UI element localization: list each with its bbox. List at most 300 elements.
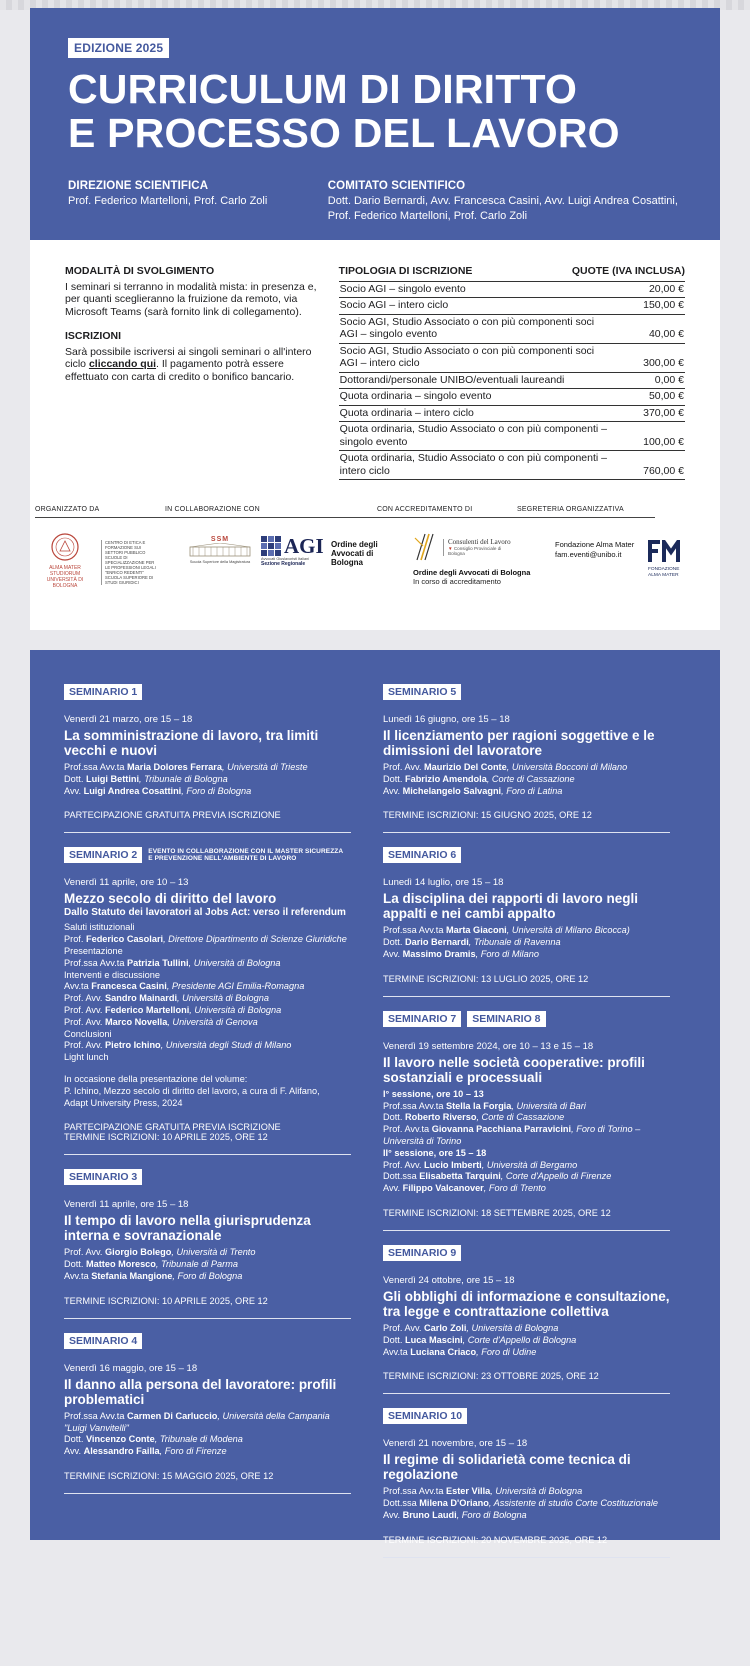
fee-row-desc: Socio AGI – intero ciclo [339,299,449,311]
seminar-head [64,684,351,700]
speaker-line [383,762,670,774]
seminar-footer [64,1296,351,1319]
speaker-line [64,922,351,934]
program-panel [30,650,720,1545]
speaker-name: Francesca Casini [91,981,167,992]
fee-row [339,343,685,372]
speaker-role: Prof. Avv. [383,1159,425,1170]
speaker-role: Prof.ssa Avv.ta [64,957,127,968]
direzione-block [68,179,328,224]
seminar-title: Il lavoro nelle società cooperative: profili sostanziali e processuali [383,1054,645,1085]
fam-email[interactable]: fam.eventi@unibo.it [555,550,622,559]
seminar-footer [383,1208,670,1231]
speaker-affiliation: "Luigi Vanvitelli" [64,1422,129,1433]
speaker-line [383,1510,670,1522]
speaker-affiliation: , Corte d'Appello di Firenze [500,1171,612,1182]
agi-logo [261,536,327,568]
seminar-title: Il licenziamento per ragioni soggettive e le dimissioni del lavoratore [383,728,655,758]
seminar-badge: SEMINARIO 10 [383,1408,467,1424]
centro-logo: CENTRO DI ETICA E FORMAZIONE SUI SETTORI PUBBLICO SCUOLE DI SPECIALIZZAZIONE PER LE PROFESSIONI LEGALI "ENRICO REDENTI" SCUOLA SUPERIORE DI STUDI GIURIDICI [101,540,157,585]
seminar-badge: SEMINARIO 7 [383,1011,461,1027]
seminar-footer-line: TERMINE ISCRIZIONI: 20 NOVEMBRE 2025, ORE 12 [383,1534,608,1545]
speaker-name: Stefania Mangione [91,1270,173,1281]
speaker-role: Dott.ssa [383,1498,420,1509]
seminar-datetime: Venerdì 11 aprile, ore 10 – 13 [64,877,189,889]
seminar-badge: SEMINARIO 9 [383,1245,461,1261]
speaker-name: Massimo Dramis [402,948,476,959]
speaker-name: Matteo Moresco [85,1259,156,1270]
book-note-line: In occasione della presentazione del volume: [64,1073,248,1084]
fam-name: Fondazione Alma Mater [555,540,635,549]
speaker-name: Alessandro Failla [83,1446,160,1457]
seminar-speakers [383,762,670,797]
speaker-name: Lucio Imberti [424,1159,482,1170]
page-title [68,67,682,155]
seminar-datetime: Venerdì 11 aprile, ore 15 – 18 [64,1199,189,1211]
speaker-affiliation: , Tribunale di Modena [154,1434,243,1445]
speaker-name: Michelangelo Salvagni [402,785,502,796]
speaker-line [64,1446,351,1458]
segreteria-block [555,540,655,560]
seminar-note: EVENTO IN COLLABORAZIONE CON IL MASTER SICUREZZA E PREVENZIONE NELL'AMBIENTE DI LAVORO [148,847,343,863]
speaker-name: I° sessione, ore 10 – 13 [383,1088,484,1099]
ssm-logo [185,536,255,564]
speaker-line [64,1029,351,1041]
speaker-affiliation: Università di Torino [383,1135,462,1146]
seminar-badge: SEMINARIO 1 [64,684,142,700]
ssm-building-icon [189,543,251,557]
speaker-line [383,1347,670,1359]
direzione-names: Prof. Federico Martelloni, Prof. Carlo Zoli [68,195,268,207]
seminar-title: Il tempo di lavoro nella giurisprudenza interna e sovranazionale [64,1213,311,1244]
speaker-role: Interventi e discussione [64,969,161,980]
book-note-line: Adapt University Press, 2024 [64,1097,183,1108]
agi-subtext: Avvocati Giuslavoristi Italiani [261,557,310,561]
speaker-role: Conclusioni [64,1028,112,1039]
seminar-datetime: Venerdì 16 maggio, ore 15 – 18 [64,1362,198,1374]
seminar-card [64,1333,351,1494]
speaker-affiliation: , Università Bocconi di Milano [506,762,628,772]
speaker-role: Avv.ta [64,1270,92,1281]
speaker-line [383,774,670,786]
speaker-line [383,925,670,937]
speaker-name: Filippo Valcanover [402,1183,484,1194]
speaker-name: Ester Villa [445,1486,491,1497]
ordine-accr-text: Ordine degli Avvocati di Bologna [413,568,531,577]
speaker-name: Luigi Andrea Cosattini [83,785,182,796]
ssm-text: SSM [210,536,230,543]
speaker-affiliation: , Corte d'Appello di Bologna [462,1334,577,1345]
fee-row-desc: Quota ordinaria – singolo evento [339,390,492,402]
speaker-name: Fabrizio Amendola [404,773,487,784]
speaker-name: Pietro Ichino [105,1040,161,1051]
seminar-head [383,847,670,863]
speaker-role: Prof. Avv. [64,1004,106,1015]
speaker-name: Maurizio Del Conte [424,762,507,772]
header-panel [30,8,720,240]
seminar-speakers [64,1247,351,1282]
fee-row [339,450,685,480]
speaker-affiliation: , Università di Bologna [466,1322,559,1333]
speaker-role: Prof. Avv. [64,1247,106,1258]
fee-row-desc: Quota ordinaria, Studio Associato o con più componenti – singolo evento [339,423,607,448]
label-segreteria: SEGRETERIA ORGANIZZATIVA [517,506,624,513]
info-left [65,265,319,480]
speaker-line [64,981,351,993]
consulenti-mark-icon [413,532,437,562]
seminars-left-column [64,684,351,1508]
fee-row-desc: Socio AGI – singolo evento [339,282,466,295]
speaker-line [64,1005,351,1017]
seminar-footer [383,1535,670,1558]
seminar-footer-line: TERMINE ISCRIZIONI: 10 APRILE 2025, ORE 12 [64,1132,268,1143]
seminars-right-column [383,684,670,1572]
seminar-card [383,1011,670,1231]
speaker-role: Prof. Avv.ta [383,1124,432,1135]
speaker-name: Maria Dolores Ferrara [126,762,222,772]
seminar-badge: SEMINARIO 2 [64,847,142,863]
seminar-head [383,1011,670,1027]
edition-badge: EDIZIONE 2025 [68,38,169,58]
seminar-title: Il regime di solidarietà come tecnica di regolazione [383,1452,631,1483]
consulenti-subtext-label: Consiglio Provinciale di Bologna [448,545,502,556]
speaker-role: Prof. [64,934,86,945]
unibo-text: ALMA MATER STUDIORUM UNIVERSITÀ DI BOLOGNA [46,565,84,589]
fam-mark-icon [648,540,680,564]
seminar-footer-line: PARTECIPAZIONE GRATUITA PREVIA ISCRIZIONE [64,1122,281,1133]
seminar-head [64,1333,351,1349]
speaker-affiliation: , Direttore Dipartimento di Scienze Giuridiche [163,934,347,945]
speaker-name: Patrizia Tullini [126,957,189,968]
speaker-role: Avv. [383,1509,403,1520]
speaker-role: Prof.ssa Avv.ta [64,762,127,772]
fees-col-price: QUOTE (IVA INCLUSA) [571,265,685,277]
fee-row [339,405,685,422]
speaker-role: Dott. [64,1259,86,1270]
speaker-name: Giovanna Pacchiana Parravicini [431,1124,572,1135]
fee-row-desc: Quota ordinaria – intero ciclo [339,406,474,419]
speaker-affiliation: , Università degli Studi di Milano [160,1040,292,1051]
speaker-name: Stella la Forgia [445,1100,512,1111]
triangle-icon: ▼ [448,545,453,551]
seminar-title: Il danno alla persona del lavoratore: profili problematici [64,1376,337,1407]
speaker-line [64,1017,351,1029]
speaker-affiliation: , Università di Bologna [189,1004,282,1015]
speaker-name: Elisabetta Tarquini [419,1171,501,1182]
speaker-name: Marco Novella [105,1016,168,1027]
speaker-role: Prof.ssa Avv.ta [383,925,446,936]
consulenti-subtext [448,546,508,556]
seminar-badge: SEMINARIO 8 [467,1011,545,1027]
speaker-line [64,786,351,798]
seminar-title: La somministrazione di lavoro, tra limiti vecchi e nuovi [64,728,319,758]
seminar-datetime: Venerdì 24 ottobre, ore 15 – 18 [383,1274,515,1286]
speaker-role: Avv. [383,1183,403,1194]
speaker-line [64,1247,351,1259]
seminar-card [383,684,670,833]
seminar-footer-line: TERMINE ISCRIZIONI: 18 SETTEMBRE 2025, ORE 12 [383,1207,611,1218]
speaker-line [64,774,351,786]
speaker-role: Avv. [383,785,403,796]
seminar-footer-line: PARTECIPAZIONE GRATUITA PREVIA ISCRIZIONE [64,810,281,821]
speaker-role: Saluti istituzionali [64,922,135,933]
seminar-footer [64,1122,351,1155]
speaker-affiliation: , Università della Campania [217,1410,330,1421]
speaker-line [383,1335,670,1347]
seminar-title: La disciplina dei rapporti di lavoro negli appalti e nei cambi appalto [383,891,639,922]
fee-row-price: 100,00 € [643,435,684,448]
speaker-role: Avv. [64,785,84,796]
seminar-datetime: Lunedì 16 giugno, ore 15 – 18 [383,714,510,725]
speaker-affiliation: , Assistente di studio Corte Costituzionale [488,1498,659,1509]
seminar-head [64,847,351,863]
speaker-line [383,937,670,949]
speaker-affiliation: , Foro di Bologna [172,1270,243,1281]
label-accreditamento: CON ACCREDITAMENTO DI [377,506,473,513]
fee-row-price: 40,00 € [648,328,684,340]
seminar-speakers [383,1323,670,1358]
fee-row [339,421,685,450]
speaker-role: Dott. [64,773,86,784]
fee-row-desc: Socio AGI, Studio Associato o con più componenti soci AGI – intero ciclo [339,344,595,369]
unibo-seal-icon [50,532,80,562]
speaker-line [64,970,351,982]
speaker-role: Light lunch [64,1052,109,1063]
speaker-name: Dario Bernardi [404,937,469,948]
speaker-name: Luigi Bettini [85,773,140,784]
seminar-speakers [383,925,670,960]
direction-row [68,179,682,224]
seminar-speakers [64,1411,351,1458]
speaker-name: Sandro Mainardi [105,993,178,1004]
seminar-head [383,1408,670,1424]
speaker-line [383,1124,670,1136]
agi-grid-icon [261,536,281,556]
fee-row-price: 0,00 € [654,373,684,386]
seminar-speakers [383,1089,670,1195]
speaker-line [383,949,670,961]
speaker-role: Avv. [383,948,403,959]
speaker-name: Carmen Di Carluccio [126,1410,218,1421]
seminar-datetime: Lunedì 14 luglio, ore 15 – 18 [383,877,504,889]
speaker-line [64,934,351,946]
seminar-footer-line: TERMINE ISCRIZIONI: 23 OTTOBRE 2025, ORE 12 [383,1371,599,1382]
direzione-label: DIREZIONE SCIENTIFICA [68,180,209,192]
fee-row-price: 50,00 € [648,390,684,402]
fee-row [339,297,685,314]
speaker-affiliation: , Università di Genova [167,1016,258,1027]
iscrizioni-label: ISCRIZIONI [65,330,122,342]
speaker-affiliation: , Foro di Udine [476,1346,537,1357]
fee-row-price: 20,00 € [648,282,684,295]
speaker-line [383,1112,670,1124]
speaker-line [64,1411,351,1423]
speaker-role: Prof. Avv. [64,1016,106,1027]
fee-row [339,388,685,405]
seminar-card [383,1245,670,1394]
speaker-role: Prof. Avv. [64,993,106,1004]
register-link[interactable]: cliccando qui [88,358,157,370]
speaker-role: Prof. Avv. [383,762,425,772]
speaker-line [383,786,670,798]
seminar-datetime: Venerdì 21 novembre, ore 15 – 18 [383,1438,528,1450]
speaker-affiliation: , Corte di Cassazione [476,1112,565,1123]
comitato-block [328,179,682,224]
speaker-affiliation: , Presidente AGI Emilia-Romagna [166,981,305,992]
comitato-names-1: Dott. Dario Bernardi, Avv. Francesca Casini, Avv. Luigi Andrea Cosattini, [327,195,678,207]
speaker-line [383,1160,670,1172]
speaker-name: Vincenzo Conte [85,1434,155,1445]
ordine-accr-sub: In corso di accreditamento [413,577,501,586]
speaker-role: Prof.ssa Avv.ta [383,1100,446,1111]
speaker-affiliation: , Foro di Trento [483,1183,546,1194]
fee-row-price: 300,00 € [643,357,684,369]
speaker-line [64,958,351,970]
speaker-line [383,1486,670,1498]
speaker-role: Avv.ta [383,1346,411,1357]
fee-row-price: 150,00 € [643,299,684,311]
seminar-badge: SEMINARIO 3 [64,1169,142,1185]
label-collaborazione: IN COLLABORAZIONE CON [165,506,260,513]
speaker-line [64,993,351,1005]
speaker-name: Carlo Zoli [424,1322,467,1333]
unibo-logo [35,532,95,589]
title-line-1: CURRICULUM DI DIRITTO [68,66,578,112]
speaker-role: Dott.ssa [383,1171,420,1182]
seminar-footer [383,1371,670,1394]
consulenti-text: Consulenti del Lavoro [448,537,511,546]
seminar-head [383,684,670,700]
seminar-book-note [64,1074,351,1109]
seminar-footer [64,1471,351,1494]
speaker-line [64,946,351,958]
fee-row [339,281,685,298]
fees-col-type: TIPOLOGIA DI ISCRIZIONE [338,265,473,277]
seminar-speakers [64,922,351,1064]
seminar-speakers [64,762,351,797]
seminar-footer-line: TERMINE ISCRIZIONI: 15 GIUGNO 2025, ORE 12 [383,810,592,821]
ssm-subtext: Scuola Superiore della Magistratura [189,560,251,564]
speaker-line [64,762,351,774]
speaker-role: Prof.ssa Avv.ta [383,1486,446,1497]
speaker-line [64,1052,351,1064]
speaker-role: Dott. [64,1434,86,1445]
fee-row-price: 760,00 € [643,464,684,477]
speaker-affiliation: , Corte di Cassazione [486,773,575,784]
fee-row [339,314,685,343]
seminar-badge: SEMINARIO 6 [383,847,461,863]
speaker-role: Dott. [383,1334,405,1345]
speaker-affiliation: , Università di Bologna [490,1486,583,1497]
fees-table-header [339,265,685,281]
speaker-role: Dott. [383,1112,405,1123]
speaker-line [383,1089,670,1101]
speaker-line [383,1498,670,1510]
speaker-name: Luciana Criaco [410,1346,477,1357]
seminar-head [64,1169,351,1185]
fee-row-desc: Quota ordinaria, Studio Associato o con più componenti – intero ciclo [339,452,607,477]
title-line-2: E PROCESSO DEL LAVORO [68,110,620,156]
speaker-line [64,1271,351,1283]
speaker-affiliation: , Università di Trento [171,1247,256,1258]
logo-labels [35,506,655,513]
seminar-speakers [383,1486,670,1521]
speaker-role: Dott. [383,937,405,948]
seminar-footer-line: TERMINE ISCRIZIONI: 15 MAGGIO 2025, ORE 12 [64,1470,274,1481]
seminar-footer-line: TERMINE ISCRIZIONI: 13 LUGLIO 2025, ORE 12 [383,973,589,984]
iscrizioni-text [65,346,319,384]
seminar-footer-line: TERMINE ISCRIZIONI: 10 APRILE 2025, ORE 12 [64,1295,268,1306]
speaker-affiliation: , Foro di Firenze [159,1446,227,1457]
speaker-affiliation: , Foro di Latina [501,785,563,796]
modalita-text: I seminari si terranno in modalità mista: in presenza e, per quanti sceglieranno la fruizione da remoto, via Microsoft Teams (sarà fornito link di collegamento). [65,280,317,318]
iscrizioni-text-after: . Il pagamento potrà essere effettuato con carta di credito o bonifico bancario. [65,358,295,383]
seminar-card [383,847,670,996]
speaker-line [64,1434,351,1446]
seminar-title: Gli obblighi di informazione e consultazione, tra legge e contrattazione collettiva [383,1288,670,1319]
speaker-name: Federico Casolari [85,934,164,945]
seminar-card [383,1408,670,1557]
fees-table [339,265,685,480]
speaker-role: Avv.ta [64,981,92,992]
speaker-affiliation: , Foro di Torino – [571,1124,641,1135]
speaker-line [383,1183,670,1195]
speaker-affiliation: , Foro di Milano [475,948,539,959]
speaker-affiliation: , Foro di Bologna [181,785,252,796]
speaker-line [383,1101,670,1113]
seminar-datetime: Venerdì 21 marzo, ore 15 – 18 [64,714,193,725]
speaker-name: Bruno Laudi [402,1509,457,1520]
speaker-role: Prof. Avv. [64,1040,106,1051]
iscrizioni-text-before: Sarà possibile iscriversi ai singoli seminari o all'intero ciclo [65,345,312,370]
consulenti-logo [413,532,533,586]
speaker-line [383,1148,670,1160]
speaker-role: Dott. [383,773,405,784]
speaker-line [383,1323,670,1335]
ordine-logo: Ordine degli Avvocati di Bologna [331,540,378,567]
comitato-names-2: Prof. Federico Martelloni, Prof. Carlo Zoli [327,210,528,222]
speaker-name: Milena D'Oriano [419,1498,489,1509]
fee-row-desc: Socio AGI, Studio Associato o con più componenti soci AGI – singolo evento [339,315,595,340]
fee-row-desc: Dottorandi/personale UNIBO/eventuali laureandi [339,373,565,386]
speaker-affiliation: , Università di Milano Bicocca) [506,925,630,936]
seminar-footer [383,974,670,997]
speaker-role: Prof. Avv. [383,1322,425,1333]
speaker-line [64,1259,351,1271]
speaker-affiliation: , Foro di Bologna [456,1509,527,1520]
speaker-name: II° sessione, ore 15 – 18 [383,1147,487,1158]
speaker-affiliation: , Tribunale di Ravenna [468,937,561,948]
seminar-title: Mezzo secolo di diritto del lavoro [64,891,277,907]
comitato-label: COMITATO SCIENTIFICO [327,180,466,192]
speaker-name: Federico Martelloni [105,1004,190,1015]
fees-rows [339,281,685,481]
fee-row-price: 370,00 € [643,406,684,419]
seminar-card [64,847,351,1155]
seminar-datetime: Venerdì 19 settembre 2024, ore 10 – 13 e 15 – 18 [383,1040,594,1052]
modalita-label: MODALITÀ DI SVOLGIMENTO [65,265,215,277]
label-organizzato: ORGANIZZATO DA [35,506,100,513]
speaker-affiliation: , Università di Trieste [221,762,308,772]
speaker-affiliation: , Tribunale di Bologna [139,773,228,784]
agi-text: AGI [284,534,324,558]
agi-regional: Sezione Regionale [261,561,306,567]
speaker-role: Avv. [64,1446,84,1457]
seminar-footer [64,810,351,833]
speaker-role: Prof.ssa Avv.ta [64,1410,127,1421]
seminar-footer [383,810,670,833]
speaker-affiliation: , Università di Bologna [188,957,281,968]
